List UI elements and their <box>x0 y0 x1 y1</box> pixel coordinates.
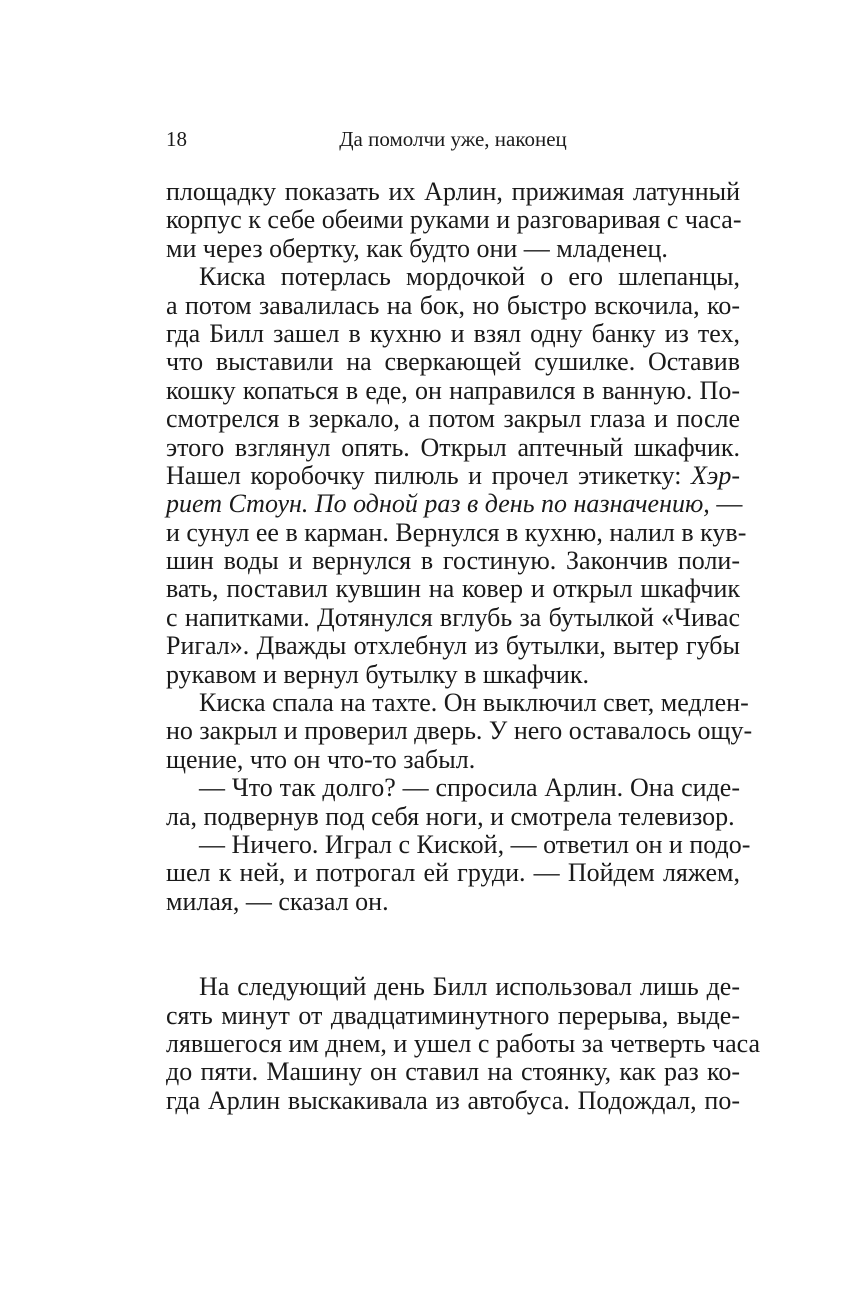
text-line: смотрелся в зеркало, а потом закрыл глаза и после <box>166 404 740 434</box>
text-line: шел к ней, и потрогал ей груди. — Пойдем ляжем, <box>166 858 740 888</box>
text-line: рукавом и вернул бутылку в шкафчик. <box>166 659 589 689</box>
text-line: но закрыл и проверил дверь. У него оставалось ощу- <box>166 716 753 746</box>
text-line: Киска потерлась мордочкой о его шлепанцы, <box>199 262 740 292</box>
paragraph-1 <box>166 178 740 263</box>
running-title: Да помолчи уже, наконец <box>339 127 567 151</box>
text-line: лявшегося им днем, и ушел с работы за четверть часа <box>166 1028 761 1058</box>
paragraph-5 <box>166 829 751 916</box>
text-line: — Ничего. Играл с Киской, — ответил он и подо- <box>199 829 751 859</box>
text-line: вать, поставил кувшин на ковер и открыл шкафчик <box>166 574 740 604</box>
paragraph-6 <box>166 972 761 1115</box>
text-segment: Нашел коробочку пилюль и прочел этикетку: <box>166 460 682 490</box>
italic-label-text: риет Стоун. По одной раз в день по назначению, <box>166 489 710 519</box>
text-line: кошку копаться в еде, он направился в ванную. По- <box>166 375 740 405</box>
body-text <box>166 177 761 1115</box>
running-head <box>166 124 740 154</box>
dash: — <box>716 489 743 519</box>
text-line: ми через обертку, как будто они — младенец. <box>166 233 668 263</box>
text-line: до пяти. Машину он ставил на стоянку, как раз ко- <box>166 1057 740 1087</box>
text-line: а потом завалилась на бок, но быстро вскочила, ко- <box>166 290 740 320</box>
text-line: На следующий день Билл использовал лишь де- <box>199 972 740 1002</box>
italic-label-text: Хэр- <box>691 460 741 490</box>
text-line: — Что так долго? — спросила Арлин. Она сиде- <box>199 773 740 803</box>
paragraph-4 <box>166 774 740 831</box>
text-line: шин воды и вернулся в гостиную. Закончив поли- <box>166 546 740 576</box>
text-line: милая, — сказал он. <box>166 886 389 916</box>
text-line: щение, что он что-то забыл. <box>166 744 476 774</box>
text-line: гда Арлин выскакивала из автобуса. Подождал, по- <box>166 1085 740 1115</box>
section-break <box>166 916 740 973</box>
page-number: 18 <box>166 127 187 151</box>
text-line: корпус к себе обеими руками и разговаривая с часа- <box>166 205 742 235</box>
text-line: ла, подвернув под себя ноги, и смотрела телевизор. <box>166 801 735 831</box>
paragraph-3 <box>166 688 753 774</box>
text-line <box>166 462 740 490</box>
text-line: сять минут от двадцатиминутного перерыва, выде- <box>166 1000 740 1030</box>
text-line <box>166 489 743 519</box>
text-line: Ригал». Дважды отхлебнул из бутылки, вытер губы <box>166 631 740 661</box>
text-line: гда Билл зашел в кухню и взял одну банку из тех, <box>166 318 740 348</box>
text-line: с напитками. Дотянулся вглубь за бутылкой «Чивас <box>166 602 740 632</box>
text-line: этого взглянул опять. Открыл аптечный шкафчик. <box>166 432 740 462</box>
text-line: площадку показать их Арлин, прижимая латунный <box>166 177 740 206</box>
text-line: что выставили на сверкающей сушилке. Оставив <box>166 347 740 377</box>
text-line: Киска спала на тахте. Он выключил свет, медлен- <box>199 688 749 718</box>
text-line: и сунул ее в карман. Вернулся в кухню, налил в кув- <box>166 517 747 547</box>
paragraph-2 <box>166 262 747 689</box>
